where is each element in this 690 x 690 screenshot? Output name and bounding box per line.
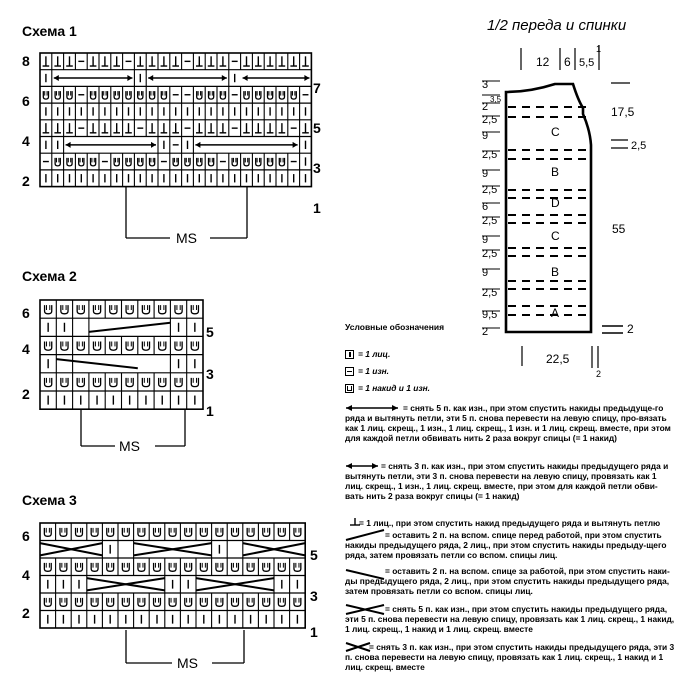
yarn-over-mark xyxy=(114,158,119,166)
scheme2-row-number: 3 xyxy=(206,366,214,382)
yarn-over-mark xyxy=(126,305,133,314)
legend-knit-text: = 1 лиц. xyxy=(358,349,391,359)
yarn-over-mark xyxy=(60,598,67,606)
height-label: 6 xyxy=(482,201,489,213)
yarn-over-mark xyxy=(200,528,207,536)
yarn-over-mark xyxy=(294,528,301,536)
height-label: 17,5 xyxy=(611,105,635,119)
yarn-over-mark xyxy=(247,598,254,606)
scheme2-row-number: 2 xyxy=(22,386,30,402)
yarn-over-mark xyxy=(91,563,98,571)
scheme3-row-number: 3 xyxy=(310,588,318,604)
yarn-over-mark xyxy=(142,305,149,314)
cable-line xyxy=(89,323,170,332)
height-label: 9 xyxy=(482,168,489,180)
yarn-over-mark xyxy=(263,528,270,536)
yarn-over-mark xyxy=(45,378,52,387)
yarn-over-mark xyxy=(45,341,52,350)
yarn-over-mark xyxy=(279,158,284,166)
scheme3-row-number: 5 xyxy=(310,547,318,563)
scheme2-row-number: 1 xyxy=(206,403,214,419)
section-letter: A xyxy=(551,306,560,320)
yarn-over-mark xyxy=(138,91,143,99)
height-label: 2,5 xyxy=(482,248,498,260)
scheme1-row-number: 4 xyxy=(22,133,30,149)
width-label: 6 xyxy=(564,55,571,69)
scheme2-title: Схема 2 xyxy=(22,268,77,284)
legend-x3-text: = снять 3 п. как изн., при этом спустить накиды предыдущего ряда, эти 3 п. снова перевести на левую спицу, провязать как 1 лиц. скрещ., 1 накид и 1 лиц. скрещ. вместе xyxy=(345,642,675,672)
yarn-over-mark xyxy=(197,158,202,166)
scheme1-chart xyxy=(40,53,311,187)
scheme3-row-number: 2 xyxy=(22,605,30,621)
legend-cross-left-text: = оставить 2 п. на вспом. спице за работой, при этом спустить наки-ды предыдущего ряда, 2 лиц., при этом спустить накиды предыдущего ряда, затем провязать петли со вспом. спицы лиц. xyxy=(345,566,670,596)
arrow-head xyxy=(304,75,309,81)
scheme3-chart xyxy=(40,523,305,628)
yarn-over-mark xyxy=(154,528,161,536)
yarn-over-mark xyxy=(173,158,178,166)
height-label: 9,5 xyxy=(482,309,498,321)
yarn-over-mark xyxy=(268,158,273,166)
yarn-over-mark xyxy=(55,91,60,99)
yarn-over-mark xyxy=(159,341,166,350)
width-label: 22,5 xyxy=(546,352,570,366)
yarn-over-mark xyxy=(142,341,149,350)
yarn-over-mark xyxy=(244,91,249,99)
yarn-over-mark xyxy=(77,341,84,350)
yarn-over-mark xyxy=(91,91,96,99)
scheme1-title: Схема 1 xyxy=(22,23,77,39)
yarn-over-mark xyxy=(67,91,72,99)
yarn-over-mark xyxy=(154,598,161,606)
yarn-over-mark xyxy=(150,91,155,99)
legend-title: Условные обозначения xyxy=(345,322,445,332)
height-label: 3 xyxy=(482,79,489,91)
yarn-over-mark xyxy=(159,378,166,387)
yarn-over-mark xyxy=(175,378,182,387)
yarn-over-mark xyxy=(110,341,117,350)
scheme1-row-number: 5 xyxy=(313,120,321,136)
yarn-over-mark xyxy=(232,563,239,571)
yarn-over-mark xyxy=(76,598,83,606)
yarn-over-mark xyxy=(161,91,166,99)
yarn-over-mark xyxy=(122,598,129,606)
yarn-over-mark xyxy=(93,341,100,350)
scheme3-title: Схема 3 xyxy=(22,492,77,508)
width-label: 12 xyxy=(536,55,550,69)
yarn-over-mark xyxy=(142,378,149,387)
yarn-over-mark xyxy=(185,598,192,606)
yarn-over-mark xyxy=(76,563,83,571)
yarn-over-mark xyxy=(43,91,48,99)
yarn-over-mark xyxy=(110,305,117,314)
pattern-outline xyxy=(506,84,591,332)
arrow-head xyxy=(293,142,298,148)
yarn-over-mark xyxy=(93,378,100,387)
yarn-over-mark xyxy=(175,341,182,350)
arrow-head xyxy=(54,75,59,81)
yarn-over-mark xyxy=(93,305,100,314)
yarn-over-mark xyxy=(67,158,72,166)
scheme2-row-number: 5 xyxy=(206,324,214,340)
yarn-over-mark xyxy=(209,91,214,99)
height-label: 2 xyxy=(482,326,489,338)
legend-x5-text: = снять 5 п. как изн., при этом спустить накиды предыдущего ряда, эти 5 п. снова перевести на левую спицу, провязать как 1 лиц. скрещ., 1 накид, 1 лиц. скрещ., 1 накид и 1 лиц. скрещ. вместе xyxy=(345,604,675,634)
yarn-over-mark xyxy=(220,91,225,99)
height-label: 2,5 xyxy=(482,215,498,227)
yarn-over-mark xyxy=(200,598,207,606)
yarn-over-mark xyxy=(154,563,161,571)
width-label: 1 xyxy=(596,44,602,54)
yarn-over-mark xyxy=(232,158,237,166)
yarn-over-mark xyxy=(197,91,202,99)
knit-symbol xyxy=(345,350,354,359)
yarn-over-mark xyxy=(263,598,270,606)
yarn-over-mark xyxy=(209,158,214,166)
scheme2-row-number: 6 xyxy=(22,305,30,321)
yarn-over-mark xyxy=(91,158,96,166)
legend-yo xyxy=(345,383,430,393)
scheme2-ms-label: MS xyxy=(119,438,140,454)
yarn-over-mark xyxy=(247,563,254,571)
yarn-over-mark xyxy=(216,598,223,606)
height-label: 2,5 xyxy=(482,114,498,126)
yarn-over-mark xyxy=(77,305,84,314)
yarn-over-mark xyxy=(159,305,166,314)
legend-arrow3-text: = снять 3 п. как изн., при этом спустить накиды предыдущего ряда и вытянуть петли, эти 3 п. снова перевести на левую спицу, провязать как 1 лиц. скрещ., 1 изн., 1 лиц. скрещ. вместе, при этом для каждой петли обви-вать нить 2 раза вокруг спицы (= 1 накид) xyxy=(345,461,669,501)
yarn-over-mark xyxy=(216,563,223,571)
yarn-over-mark xyxy=(278,563,285,571)
yarn-over-mark xyxy=(60,563,67,571)
scheme1-row-number: 1 xyxy=(313,200,321,216)
yarn-over-mark xyxy=(185,528,192,536)
section-letter: D xyxy=(551,196,560,210)
height-label: 55 xyxy=(612,222,626,236)
yarn-over-mark xyxy=(200,563,207,571)
width-label: 2 xyxy=(596,369,602,379)
yarn-over-mark xyxy=(268,91,273,99)
yarn-over-mark xyxy=(138,598,145,606)
yarn-over-mark xyxy=(44,563,51,571)
height-label: 9 xyxy=(482,234,489,246)
legend-purl xyxy=(345,366,389,376)
scheme1-row-number: 3 xyxy=(313,160,321,176)
yarn-over-mark xyxy=(279,91,284,99)
yarn-over-mark xyxy=(107,528,114,536)
yarn-over-mark xyxy=(126,341,133,350)
yarn-over-mark xyxy=(61,378,68,387)
yarn-over-symbol xyxy=(345,384,354,393)
yarn-over-mark xyxy=(138,528,145,536)
scheme1-ms-label: MS xyxy=(176,230,197,246)
legend-yo-text: = 1 накид и 1 изн. xyxy=(358,383,430,393)
yarn-over-mark xyxy=(191,378,198,387)
scheme1-row-number: 2 xyxy=(22,173,30,189)
yarn-over-mark xyxy=(122,528,129,536)
yarn-over-mark xyxy=(294,563,301,571)
yarn-over-mark xyxy=(278,598,285,606)
scheme3-ms-label: MS xyxy=(177,655,198,671)
arrow-head xyxy=(151,142,156,148)
scheme3-row-number: 1 xyxy=(310,624,318,640)
yarn-over-mark xyxy=(256,91,261,99)
scheme3-row-number: 6 xyxy=(22,528,30,544)
yarn-over-mark xyxy=(91,528,98,536)
arrow-head xyxy=(148,75,153,81)
arrow-head xyxy=(66,142,71,148)
yarn-over-mark xyxy=(61,341,68,350)
legend-drop-text: = 1 лиц., при этом спустить накид предыдущего ряда и вытянуть петлю xyxy=(359,518,661,528)
yarn-over-mark xyxy=(169,598,176,606)
section-letter: B xyxy=(551,265,560,279)
scheme1-row-number: 7 xyxy=(313,80,321,96)
yarn-over-mark xyxy=(60,528,67,536)
height-label: 2 xyxy=(627,322,634,336)
legend-knit xyxy=(345,349,390,359)
yarn-over-mark xyxy=(175,305,182,314)
yarn-over-mark xyxy=(247,528,254,536)
garment-pattern xyxy=(482,17,646,379)
legend-arrow5-text: = снять 5 п. как изн., при этом спустить накиды предыдуще-го ряда и вытянуть петли, эти 5 п. снова перевести на левую спицу, про-вязать как 1 лиц. скрещ., 1 изн., 1 лиц. скрещ., 1 изн. и 1 лиц. скрещ. вместе, при этом для каждой петли обвивать нить 2 раза вокруг спицы (= 1 накид) xyxy=(345,403,671,443)
scheme2-chart xyxy=(40,300,203,409)
legend-purl-text: = 1 изн. xyxy=(358,366,389,376)
yarn-over-mark xyxy=(126,158,131,166)
height-label: 9 xyxy=(482,130,489,142)
section-letter: C xyxy=(551,125,560,139)
yarn-over-mark xyxy=(91,598,98,606)
scheme2-row-number: 4 xyxy=(22,341,30,357)
cable-line xyxy=(56,359,138,368)
yarn-over-mark xyxy=(138,158,143,166)
legend-cross-right-text: = оставить 2 п. на вспом. спице перед работой, при этом спустить накиды предыдущего ряда, 2 лиц., при этом спустить накиды предыду-щего ряда, затем провязать петли со вспом. спицы лиц. xyxy=(345,530,667,560)
height-label: 2,5 xyxy=(482,149,498,161)
yarn-over-mark xyxy=(126,378,133,387)
yarn-over-mark xyxy=(185,563,192,571)
yarn-over-mark xyxy=(244,158,249,166)
yarn-over-mark xyxy=(110,378,117,387)
yarn-over-mark xyxy=(185,158,190,166)
yarn-over-mark xyxy=(61,305,68,314)
scheme3-row-number: 4 xyxy=(22,567,30,583)
yarn-over-mark xyxy=(77,378,84,387)
scheme1-row-number: 8 xyxy=(22,53,30,69)
purl-symbol xyxy=(345,367,354,376)
yarn-over-mark xyxy=(138,563,145,571)
yarn-over-mark xyxy=(122,563,129,571)
yarn-over-mark xyxy=(79,158,84,166)
yarn-over-mark xyxy=(216,528,223,536)
yarn-over-mark xyxy=(294,598,301,606)
yarn-over-mark xyxy=(44,598,51,606)
yarn-over-mark xyxy=(126,91,131,99)
height-label: 3,5 xyxy=(490,95,502,104)
yarn-over-mark xyxy=(291,91,296,99)
yarn-over-mark xyxy=(102,91,107,99)
yarn-over-mark xyxy=(107,598,114,606)
yarn-over-mark xyxy=(114,91,119,99)
arrow-head xyxy=(127,75,132,81)
yarn-over-mark xyxy=(44,528,51,536)
yarn-over-mark xyxy=(278,528,285,536)
yarn-over-mark xyxy=(76,528,83,536)
yarn-over-mark xyxy=(232,598,239,606)
yarn-over-mark xyxy=(191,305,198,314)
yarn-over-mark xyxy=(256,158,261,166)
arrow-head xyxy=(222,75,227,81)
yarn-over-mark xyxy=(107,563,114,571)
section-letter: C xyxy=(551,229,560,243)
yarn-over-mark xyxy=(232,528,239,536)
height-label: 2 xyxy=(482,101,489,113)
yarn-over-mark xyxy=(169,563,176,571)
height-label: 9 xyxy=(482,267,489,279)
section-letter: B xyxy=(551,165,560,179)
scheme1-row-number: 6 xyxy=(22,93,30,109)
height-label: 2,5 xyxy=(631,140,647,152)
pattern-title: 1/2 переда и спинки xyxy=(487,17,627,34)
arrow-head xyxy=(243,75,248,81)
width-label: 5,5 xyxy=(579,57,595,69)
yarn-over-mark xyxy=(150,158,155,166)
yarn-over-mark xyxy=(191,341,198,350)
yarn-over-mark xyxy=(55,158,60,166)
arrow-head xyxy=(195,142,200,148)
height-label: 2,5 xyxy=(482,287,498,299)
yarn-over-mark xyxy=(45,305,52,314)
yarn-over-mark xyxy=(169,528,176,536)
yarn-over-mark xyxy=(263,563,270,571)
height-label: 2,5 xyxy=(482,184,498,196)
